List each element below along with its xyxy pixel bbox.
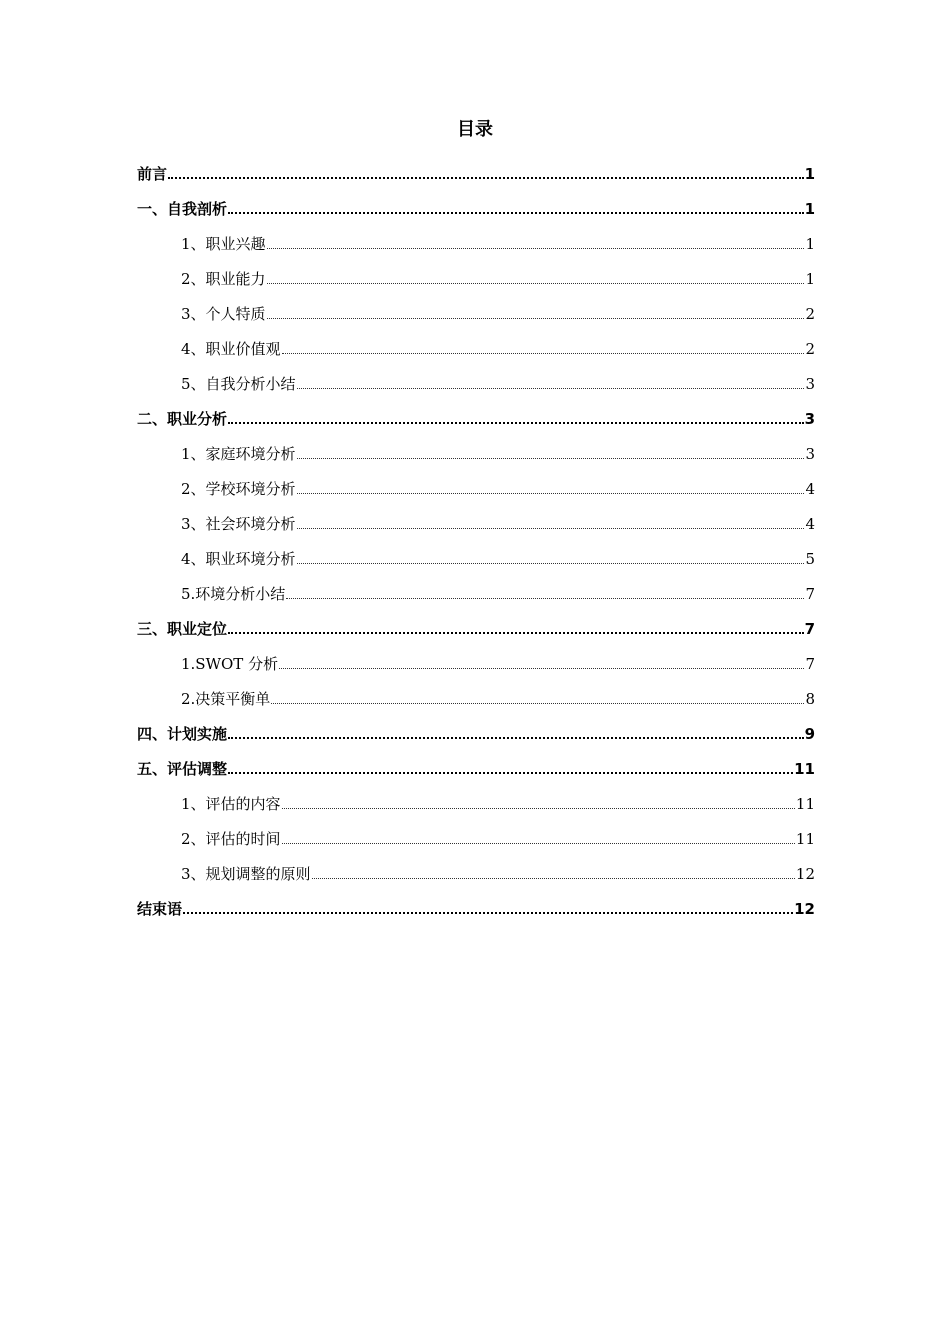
toc-entry-page: 1 bbox=[805, 270, 815, 288]
toc-entry[interactable] bbox=[137, 183, 815, 218]
toc-entry-label: 3、规划调整的原则 bbox=[181, 865, 311, 883]
toc-entry-label: 5.环境分析小结 bbox=[181, 585, 286, 603]
toc-entry-page: 11 bbox=[795, 795, 815, 813]
toc-entry-label: 四、计划实施 bbox=[137, 725, 228, 743]
toc-entry-page: 12 bbox=[795, 865, 815, 883]
toc-entry-page: 3 bbox=[805, 375, 815, 393]
toc-entry-page: 1 bbox=[805, 235, 815, 253]
toc-entry-page: 1 bbox=[804, 165, 815, 183]
toc-entry-page: 3 bbox=[804, 410, 815, 428]
toc-entry-page: 1 bbox=[804, 200, 815, 218]
toc-subentry[interactable] bbox=[137, 358, 815, 393]
toc-entry-label: 1、评估的内容 bbox=[181, 795, 281, 813]
toc-entry-page: 12 bbox=[794, 900, 815, 918]
toc-entry-page: 8 bbox=[805, 690, 815, 708]
dot-leader bbox=[267, 248, 805, 249]
toc-entry-page: 4 bbox=[805, 515, 815, 533]
dot-leader bbox=[297, 528, 805, 529]
toc-entry-page: 7 bbox=[804, 620, 815, 638]
toc-entry-label: 2、职业能力 bbox=[181, 270, 266, 288]
toc-entry[interactable] bbox=[137, 708, 815, 743]
toc-subentry[interactable] bbox=[137, 848, 815, 883]
toc-subentry[interactable] bbox=[137, 778, 815, 813]
dot-leader bbox=[228, 422, 804, 424]
dot-leader bbox=[267, 283, 805, 284]
toc-entry-label: 2、学校环境分析 bbox=[181, 480, 296, 498]
toc-entry-label: 三、职业定位 bbox=[137, 620, 228, 638]
dot-leader bbox=[267, 318, 805, 319]
toc-entry[interactable] bbox=[137, 603, 815, 638]
toc-entry-label: 4、职业环境分析 bbox=[181, 550, 296, 568]
dot-leader bbox=[228, 632, 804, 634]
dot-leader bbox=[282, 353, 805, 354]
toc-entry-label: 二、职业分析 bbox=[137, 410, 228, 428]
dot-leader bbox=[297, 563, 805, 564]
toc-entry-page: 11 bbox=[795, 830, 815, 848]
dot-leader bbox=[228, 737, 804, 739]
toc-title: 目录 bbox=[457, 119, 493, 140]
toc-entry-page: 7 bbox=[805, 585, 815, 603]
toc-entry-label: 一、自我剖析 bbox=[137, 200, 228, 218]
toc-subentry[interactable] bbox=[137, 288, 815, 323]
toc-entry-label: 4、职业价值观 bbox=[181, 340, 281, 358]
dot-leader bbox=[312, 878, 795, 879]
dot-leader bbox=[282, 808, 795, 809]
toc-entry[interactable] bbox=[137, 393, 815, 428]
toc-entry-label: 结束语 bbox=[137, 900, 183, 918]
toc-subentry[interactable] bbox=[137, 813, 815, 848]
dot-leader bbox=[228, 212, 804, 214]
toc-entry-label: 2.决策平衡单 bbox=[181, 690, 271, 708]
dot-leader bbox=[282, 843, 795, 844]
dot-leader bbox=[279, 668, 804, 669]
dot-leader bbox=[286, 598, 804, 599]
dot-leader bbox=[271, 703, 804, 704]
toc-list bbox=[137, 148, 815, 918]
dot-leader bbox=[183, 912, 793, 914]
toc-entry-label: 1、家庭环境分析 bbox=[181, 445, 296, 463]
toc-entry-page: 11 bbox=[794, 760, 815, 778]
toc-entry[interactable] bbox=[137, 148, 815, 183]
dot-leader bbox=[228, 772, 793, 774]
toc-entry-label: 3、社会环境分析 bbox=[181, 515, 296, 533]
toc-subentry[interactable] bbox=[137, 673, 815, 708]
toc-entry-page: 9 bbox=[804, 725, 815, 743]
dot-leader bbox=[297, 458, 805, 459]
toc-entry-label: 1.SWOT 分析 bbox=[181, 655, 279, 673]
toc-entry-label: 2、评估的时间 bbox=[181, 830, 281, 848]
toc-entry-page: 5 bbox=[805, 550, 815, 568]
toc-entry-label: 1、职业兴趣 bbox=[181, 235, 266, 253]
toc-entry-label: 前言 bbox=[137, 165, 168, 183]
toc-entry-page: 7 bbox=[805, 655, 815, 673]
toc-subentry[interactable] bbox=[137, 463, 815, 498]
toc-entry-page: 2 bbox=[805, 305, 815, 323]
toc-subentry[interactable] bbox=[137, 568, 815, 603]
toc-entry-label: 5、自我分析小结 bbox=[181, 375, 296, 393]
toc-entry-page: 2 bbox=[805, 340, 815, 358]
toc-entry-page: 4 bbox=[805, 480, 815, 498]
toc-entry[interactable] bbox=[137, 883, 815, 918]
toc-subentry[interactable] bbox=[137, 498, 815, 533]
dot-leader bbox=[168, 177, 804, 179]
toc-subentry[interactable] bbox=[137, 218, 815, 253]
toc-entry-label: 3、个人特质 bbox=[181, 305, 266, 323]
toc-subentry[interactable] bbox=[137, 533, 815, 568]
toc-subentry[interactable] bbox=[137, 323, 815, 358]
toc-entry[interactable] bbox=[137, 743, 815, 778]
toc-subentry[interactable] bbox=[137, 428, 815, 463]
dot-leader bbox=[297, 493, 805, 494]
toc-subentry[interactable] bbox=[137, 253, 815, 288]
dot-leader bbox=[297, 388, 805, 389]
toc-subentry[interactable] bbox=[137, 638, 815, 673]
toc-entry-page: 3 bbox=[805, 445, 815, 463]
toc-entry-label: 五、评估调整 bbox=[137, 760, 228, 778]
